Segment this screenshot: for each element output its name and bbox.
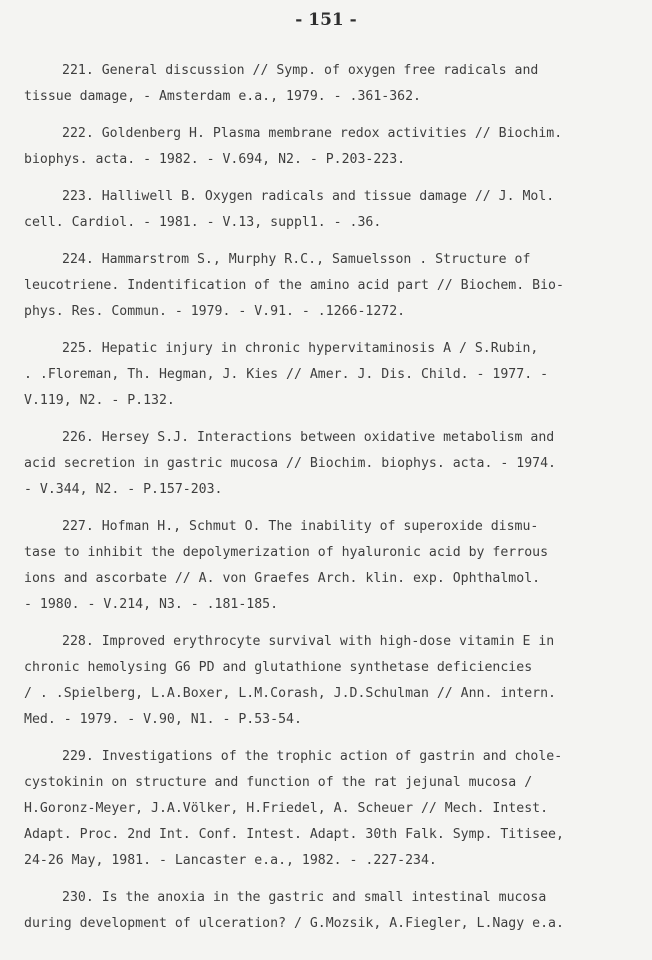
reference-entry <box>24 744 634 874</box>
reference-entry <box>24 247 634 325</box>
reference-line: 224. Hammarstrom S., Murphy R.C., Samuelsson . Structure of <box>62 252 531 267</box>
reference-line: . .Floreman, Th. Hegman, J. Kies // Amer. J. Dis. Child. - 1977. - <box>24 367 549 382</box>
reference-line: - 1980. - V.214, N3. - .181-185. <box>24 597 279 612</box>
reference-line: during development of ulceration? / G.Mozsik, A.Fiegler, L.Nagy e.a. <box>24 916 564 931</box>
reference-entry <box>24 336 634 414</box>
reference-entry <box>24 885 634 937</box>
reference-line: V.119, N2. - P.132. <box>24 393 175 408</box>
reference-line: Med. - 1979. - V.90, N1. - P.53-54. <box>24 712 302 727</box>
reference-line: 225. Hepatic injury in chronic hypervitaminosis A / S.Rubin, <box>62 341 539 356</box>
reference-line: cystokinin on structure and function of the rat jejunal mucosa / <box>24 775 533 790</box>
reference-line: biophys. acta. - 1982. - V.694, N2. - P.203-223. <box>24 152 406 167</box>
reference-entry <box>24 58 634 110</box>
reference-entry <box>24 121 634 173</box>
reference-line: acid secretion in gastric mucosa // Biochim. biophys. acta. - 1974. <box>24 456 556 471</box>
reference-line: 230. Is the anoxia in the gastric and small intestinal mucosa <box>62 890 547 905</box>
reference-line: - V.344, N2. - P.157-203. <box>24 482 223 497</box>
reference-line: phys. Res. Commun. - 1979. - V.91. - .1266-1272. <box>24 304 406 319</box>
reference-entry <box>24 184 634 236</box>
reference-line: 221. General discussion // Symp. of oxygen free radicals and <box>62 63 539 78</box>
reference-line: / . .Spielberg, L.A.Boxer, L.M.Corash, J.D.Schulman // Ann. intern. <box>24 686 556 701</box>
page-number: - 151 - <box>295 10 357 30</box>
reference-line: chronic hemolysing G6 PD and glutathione synthetase deficiencies <box>24 660 533 675</box>
reference-line: 24-26 May, 1981. - Lancaster e.a., 1982. - .227-234. <box>24 853 437 868</box>
reference-line: H.Goronz-Meyer, J.A.Völker, H.Friedel, A. Scheuer // Mech. Intest. <box>24 801 549 816</box>
reference-entry <box>24 629 634 733</box>
reference-line: 222. Goldenberg H. Plasma membrane redox activities // Biochim. <box>62 126 563 141</box>
reference-line: tase to inhibit the depolymerization of hyaluronic acid by ferrous <box>24 545 549 560</box>
reference-line: leucotriene. Indentification of the amino acid part // Biochem. Bio- <box>24 278 564 293</box>
reference-line: tissue damage, - Amsterdam e.a., 1979. - .361-362. <box>24 89 421 104</box>
reference-line: 229. Investigations of the trophic action of gastrin and chole- <box>62 749 563 764</box>
reference-line: cell. Cardiol. - 1981. - V.13, suppl1. - .36. <box>24 215 382 230</box>
reference-entry <box>24 425 634 503</box>
reference-entry <box>24 514 634 618</box>
reference-line: 227. Hofman H., Schmut O. The inability of superoxide dismu- <box>62 519 539 534</box>
reference-line: 226. Hersey S.J. Interactions between oxidative metabolism and <box>62 430 555 445</box>
reference-line: 228. Improved erythrocyte survival with high-dose vitamin E in <box>62 634 555 649</box>
reference-list <box>24 58 634 948</box>
reference-line: ions and ascorbate // A. von Graefes Arch. klin. exp. Ophthalmol. <box>24 571 541 586</box>
reference-line: Adapt. Proc. 2nd Int. Conf. Intest. Adapt. 30th Falk. Symp. Titisee, <box>24 827 564 842</box>
reference-line: 223. Halliwell B. Oxygen radicals and tissue damage // J. Mol. <box>62 189 555 204</box>
